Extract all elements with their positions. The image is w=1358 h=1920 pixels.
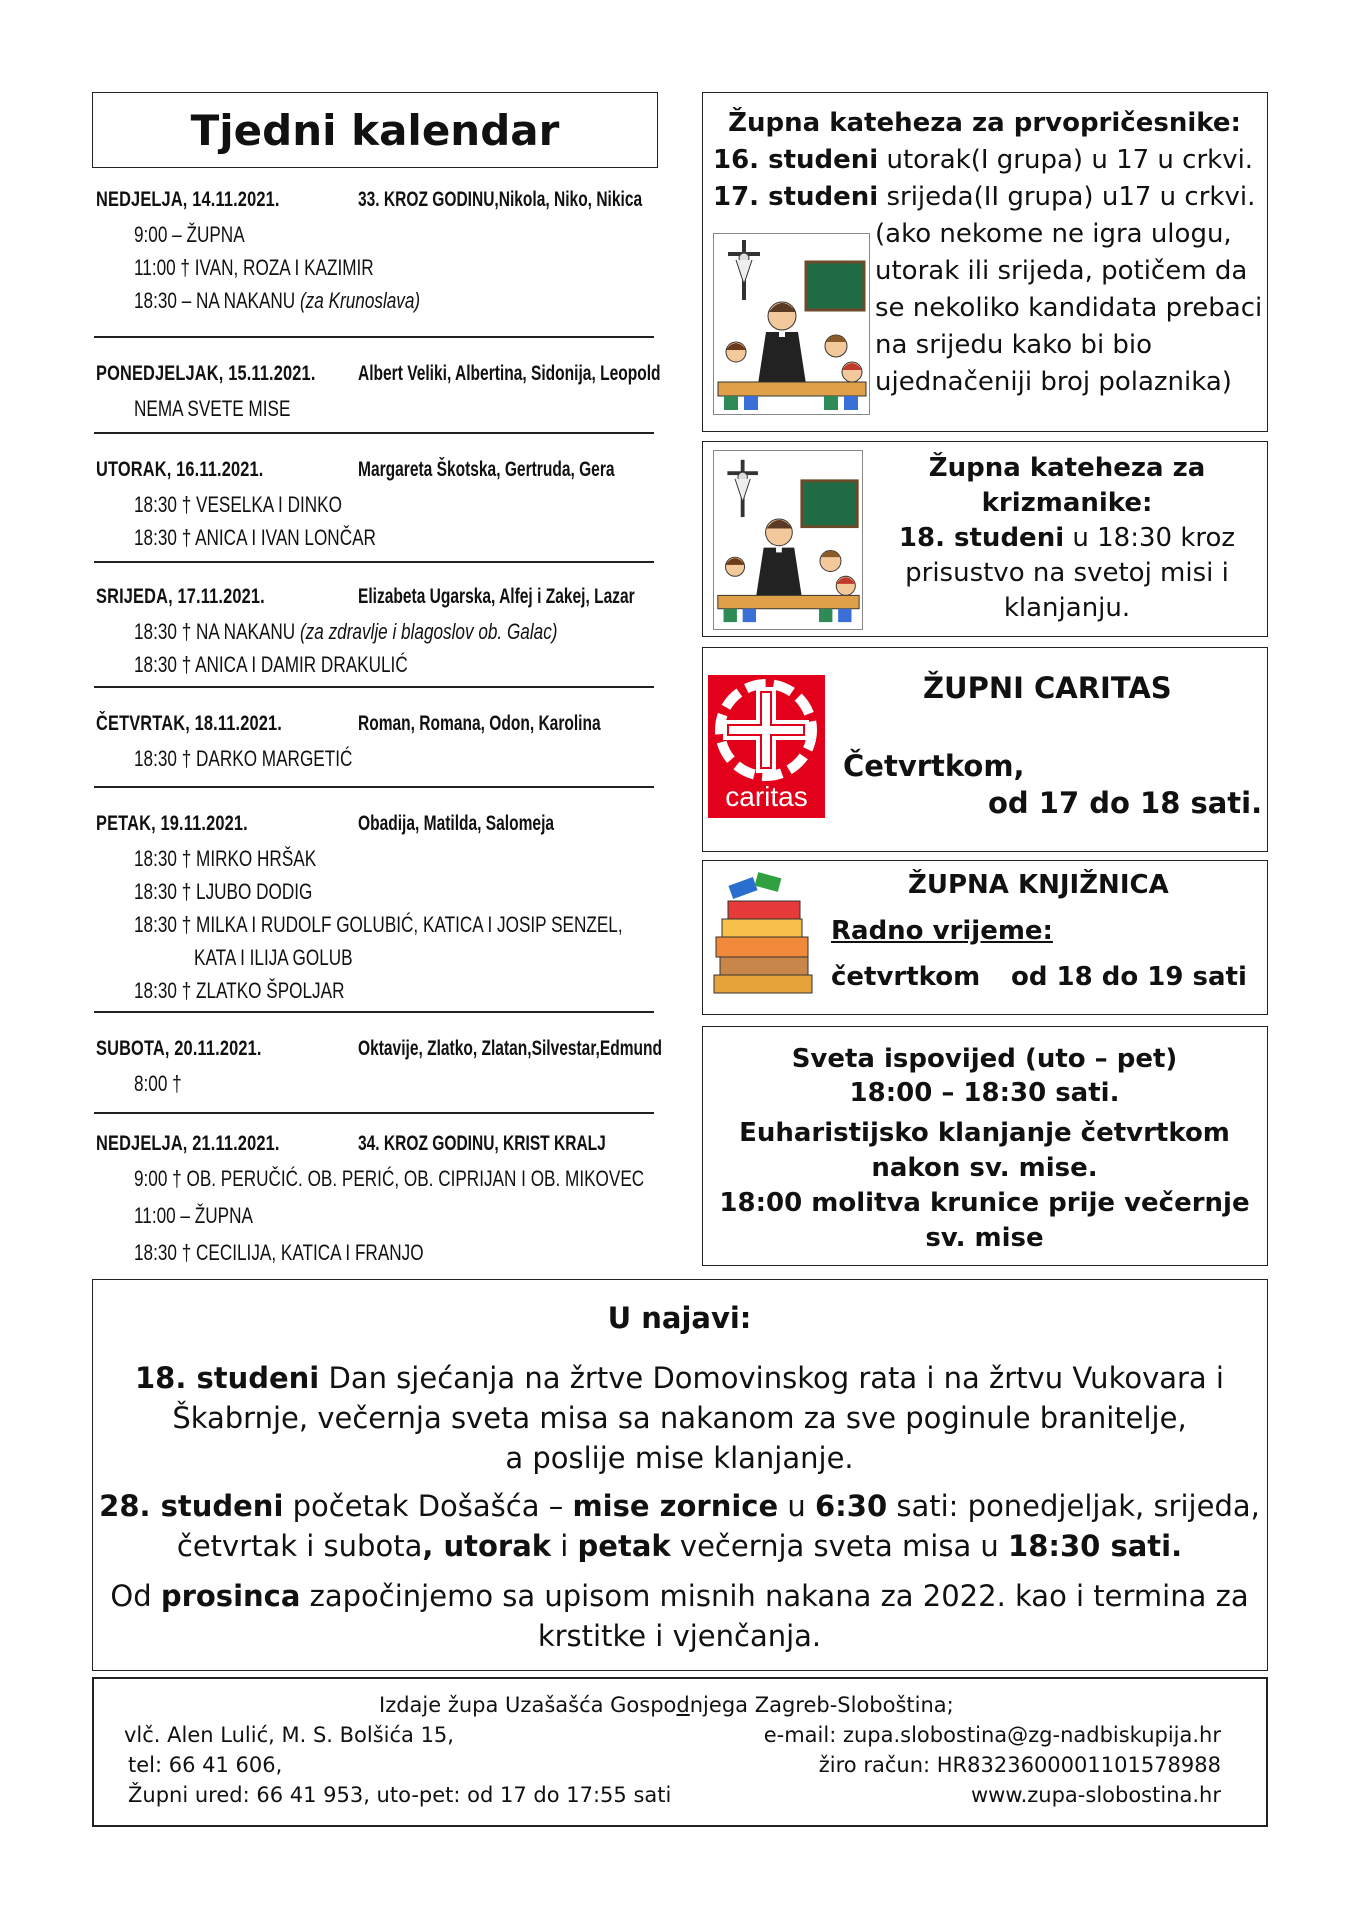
announcement-p1-line-1: 18. studeni Dan sjećanja na žrtve Domovinskog rata i na žrtvu Vukovara i: [135, 1361, 1224, 1395]
divider: [94, 432, 654, 434]
footer-tel: tel: 66 41 606,: [128, 1753, 283, 1777]
caritas-logo: [708, 675, 825, 818]
confirmation-title-1: Župna kateheza za: [928, 453, 1206, 483]
caritas-cross-icon: [708, 675, 825, 785]
divider: [94, 336, 654, 338]
classroom-icon: [714, 234, 869, 414]
books-icon: [708, 871, 818, 999]
day-saints: Albert Veliki, Albertina, Sidonija, Leopold: [358, 362, 661, 385]
first-communion-note-1: (ako nekome ne igra ulogu,: [875, 219, 1232, 249]
first-communion-note-2: utorak ili srijeda, potičem da: [875, 256, 1248, 286]
day-name: PETAK, 19.11.2021.: [96, 812, 248, 835]
day-saints: Roman, Romana, Odon, Karolina: [358, 712, 601, 735]
day-saints: 34. KROZ GODINU, KRIST KRALJ: [358, 1132, 606, 1155]
confession-line-4: nakon sv. mise.: [871, 1153, 1098, 1183]
announcement-p3-line-1: Od prosinca započinjemo sa upisom misnih nakana za 2022. kao i termina za: [110, 1579, 1249, 1613]
mass-line: NEMA SVETE MISE: [134, 396, 291, 421]
library-hours-label: Radno vrijeme:: [831, 916, 1053, 946]
announcement-p2-line-1: 28. studeni početak Došašća – mise zornice u 6:30 sati: ponedjeljak, srijeda,: [99, 1489, 1260, 1523]
day-name: SUBOTA, 20.11.2021.: [96, 1037, 262, 1060]
first-communion-note-4: na srijedu kako bi bio: [875, 330, 1153, 360]
mass-line: 9:00 – ŽUPNA: [134, 222, 245, 247]
confession-line-1: Sveta ispovijed (uto – pet): [791, 1044, 1178, 1074]
announcement-title: U najavi:: [607, 1301, 752, 1335]
confession-line-2: 18:00 – 18:30 sati.: [849, 1078, 1120, 1108]
confirmation-line-2: prisustvo na svetoj misi i: [905, 558, 1229, 588]
mass-line: 18:30 † CECILIJA, KATICA I FRANJO: [134, 1240, 424, 1265]
library-title: ŽUPNA KNJIŽNICA: [908, 870, 1169, 900]
divider: [94, 786, 654, 788]
caritas-logo-text: caritas: [725, 781, 808, 812]
announcement-p2-line-2: četvrtak i subota, utorak i petak večernja sveta misa u 18:30 sati.: [176, 1529, 1183, 1563]
day-name: NEDJELJA, 21.11.2021.: [96, 1132, 280, 1155]
library-box: [702, 860, 1268, 1015]
day-name: ČETVRTAK, 18.11.2021.: [96, 712, 282, 735]
mass-line: 18:30 † LJUBO DODIG: [134, 879, 313, 904]
calendar-day: [96, 362, 661, 429]
confirmation-date: 18. studeni u 18:30 kroz: [898, 523, 1236, 553]
calendar-day: [96, 812, 652, 1011]
catechesis-illustration: [713, 233, 870, 415]
calendar-day: [96, 188, 652, 321]
day-name: PONEDJELJAK, 15.11.2021.: [96, 362, 316, 385]
footer-publisher: Izdaje župa Uzašašća Gospodnjega Zagreb-Sloboština;: [379, 1693, 954, 1717]
first-communion-date-2: 17. studeni srijeda(II grupa) u17 u crkvi.: [713, 182, 1256, 212]
divider: [94, 1112, 654, 1114]
footer-account: žiro račun: HR8323600001101578988: [818, 1753, 1221, 1777]
mass-line: 18:30 † ZLATKO ŠPOLJAR: [134, 978, 345, 1003]
day-name: NEDJELJA, 14.11.2021.: [96, 188, 280, 211]
calendar-day: [96, 458, 652, 558]
confirmation-box: [702, 441, 1268, 637]
confirmation-illustration: [713, 450, 863, 630]
day-saints: Margareta Škotska, Gertruda, Gera: [358, 458, 615, 481]
mass-line: 18:30 † ANICA I IVAN LONČAR: [134, 525, 376, 550]
mass-line: 18:30 † ANICA I DAMIR DRAKULIĆ: [134, 652, 408, 677]
confession-box: [702, 1026, 1268, 1266]
footer-pastor: vlč. Alen Lulić, M. S. Bolšića 15,: [124, 1723, 454, 1747]
classroom-icon: [714, 451, 862, 629]
footer-office: Župni ured: 66 41 953, uto-pet: od 17 do 17:55 sati: [128, 1783, 672, 1807]
day-saints: Obadija, Matilda, Salomeja: [358, 812, 555, 835]
mass-line: 18:30 † NA NAKANU (za zdravlje i blagoslov ob. Galac): [134, 619, 558, 644]
announcement-p3-line-2: krstitke i vjenčanja.: [537, 1619, 822, 1653]
day-name: UTORAK, 16.11.2021.: [96, 458, 264, 481]
mass-line: 11:00 – ŽUPNA: [134, 1203, 253, 1228]
divider: [94, 686, 654, 688]
confession-line-5: 18:00 molitva krunice prije večernje: [719, 1188, 1250, 1218]
mass-line: 18:30 † DARKO MARGETIĆ: [134, 746, 353, 771]
calendar-day: [96, 712, 652, 779]
day-name: SRIJEDA, 17.11.2021.: [96, 585, 265, 608]
caritas-line-2: od 17 do 18 sati.: [988, 786, 1263, 820]
mass-line: 18:30 † MIRKO HRŠAK: [134, 846, 317, 871]
mass-line: 8:00 †: [134, 1071, 182, 1096]
announcement-p1-line-3: a poslije mise klanjanje.: [505, 1441, 854, 1475]
first-communion-note-3: se nekoliko kandidata prebaci: [875, 293, 1263, 323]
mass-line: 11:00 † IVAN, ROZA I KAZIMIR: [134, 255, 374, 280]
confession-line-6: sv. mise: [925, 1223, 1044, 1253]
calendar-day: [96, 1037, 662, 1104]
footer-email: e-mail: zupa.slobostina@zg-nadbiskupija.hr: [763, 1723, 1221, 1747]
calendar-day: [96, 585, 652, 685]
first-communion-box: [702, 92, 1268, 432]
mass-line: 18:30 † MILKA I RUDOLF GOLUBIĆ, KATICA I JOSIP SENZEL,: [134, 912, 623, 937]
footer-box: [92, 1677, 1268, 1827]
calendar-title: Tjedni kalendar: [190, 105, 560, 155]
mass-line: 9:00 † OB. PERUČIĆ. OB. PERIĆ, OB. CIPRIJAN I OB. MIKOVEC: [134, 1166, 645, 1191]
announcement-box: [92, 1279, 1268, 1671]
confirmation-line-3: klanjanju.: [1003, 593, 1131, 623]
mass-line: 18:30 – NA NAKANU (za Krunoslava): [134, 288, 421, 313]
mass-line: KATA I ILIJA GOLUB: [194, 945, 353, 970]
caritas-line-1: Četvrtkom,: [843, 749, 1025, 783]
first-communion-date-1: 16. studeni utorak(I grupa) u 17 u crkvi.: [713, 145, 1254, 175]
calendar-day: [96, 1132, 652, 1273]
library-hours: od 18 do 19 sati: [1011, 962, 1247, 992]
caritas-title: ŽUPNI CARITAS: [923, 671, 1172, 705]
divider: [94, 561, 654, 563]
footer-web: www.zupa-slobostina.hr: [971, 1783, 1221, 1807]
announcement-p1-line-2: Škabrnje, večernja sveta misa sa nakanom za sve poginule branitelje,: [172, 1401, 1187, 1435]
caritas-box: [702, 647, 1268, 852]
first-communion-title: Župna kateheza za prvopričesnike:: [728, 108, 1241, 138]
day-saints: Elizabeta Ugarska, Alfej i Zakej, Lazar: [358, 585, 635, 608]
confession-line-3: Euharistijsko klanjanje četvrtkom: [739, 1118, 1230, 1148]
divider: [94, 1011, 654, 1013]
day-saints: Oktavije, Zlatko, Zlatan,Silvestar,Edmund: [358, 1037, 662, 1060]
calendar-title-box: [92, 92, 658, 168]
mass-line: 18:30 † VESELKA I DINKO: [134, 492, 342, 517]
first-communion-note-5: ujednačeniji broj polaznika): [875, 367, 1232, 397]
day-saints: 33. KROZ GODINU,Nikola, Niko, Nikica: [358, 188, 643, 211]
confirmation-title-2: krizmanike:: [981, 488, 1153, 518]
library-day: četvrtkom: [831, 962, 981, 992]
